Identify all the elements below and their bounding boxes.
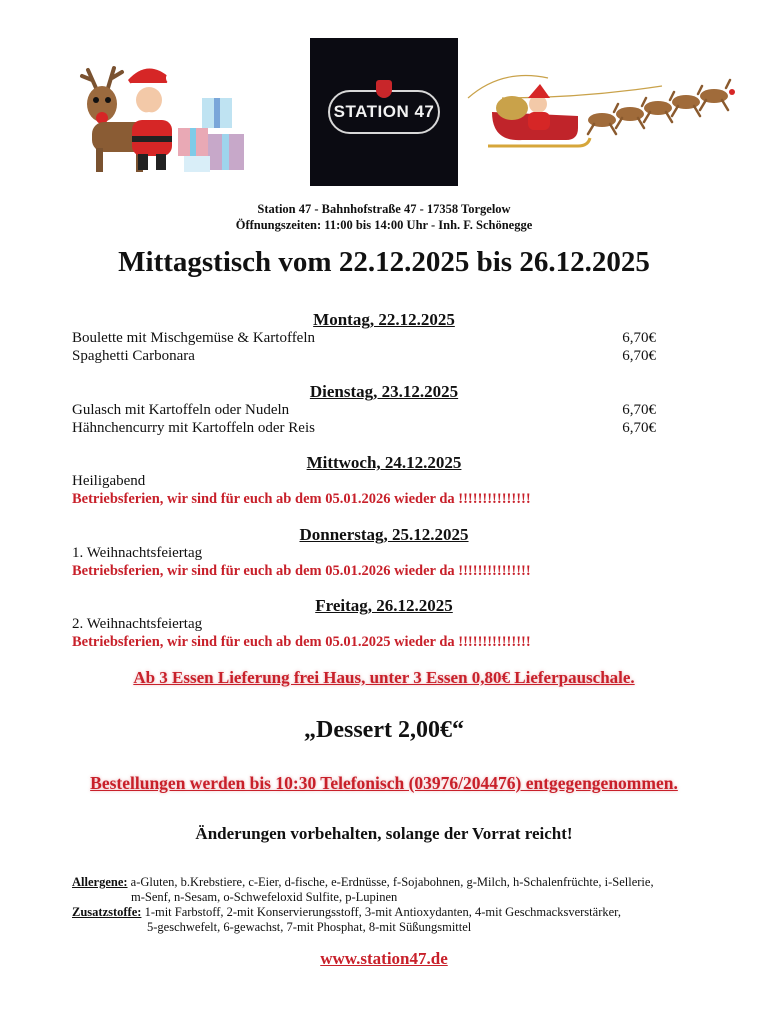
- santa-sleigh-illustration: [462, 68, 744, 150]
- allergens-line: [72, 875, 762, 890]
- page-title: Mittagstisch vom 22.12.2025 bis 26.12.2025: [118, 246, 650, 278]
- closed-notice: Betriebsferien, wir sind für euch ab dem 05.01.2026 wieder da !!!!!!!!!!!!!!!: [72, 563, 531, 579]
- website-link[interactable]: www.station47.de: [320, 949, 448, 968]
- station47-logo: [310, 38, 458, 186]
- additives-line: [72, 905, 762, 920]
- dish-price: 6,70€: [622, 420, 656, 436]
- website-wrap: [0, 949, 768, 969]
- day-note: 1. Weihnachtsfeiertag: [72, 545, 203, 561]
- menu-row: [72, 420, 656, 440]
- additives-text-2: 5-geschwefelt, 6-gewachst, 7-mit Phosphat, 8-mit Süßungsmittel: [147, 920, 472, 934]
- dish-price: 6,70€: [622, 348, 656, 364]
- day-note: 2. Weihnachtsfeiertag: [72, 616, 203, 632]
- dish-name: Hähnchencurry mit Kartoffeln oder Reis: [72, 420, 315, 436]
- dish-price: 6,70€: [622, 330, 656, 346]
- logo-badge-icon: [376, 80, 392, 98]
- additives-label: Zusatzstoffe:: [72, 905, 142, 919]
- day-heading-wednesday: Mittwoch, 24.12.2025: [306, 453, 462, 472]
- allergens-text: a-Gluten, b.Krebstiere, c-Eier, d-fische, e-Erdnüsse, f-Sojabohnen, g-Milch, h-Schalenfrüchte, i-Sellerie,: [127, 875, 654, 889]
- menu-row: [72, 330, 656, 350]
- menu-row: [72, 402, 656, 422]
- day-heading-monday: Montag, 22.12.2025: [313, 310, 455, 329]
- delivery-notice: Ab 3 Essen Lieferung frei Haus, unter 3 Essen 0,80€ Lieferpauschale.: [133, 668, 635, 687]
- day-note: Heiligabend: [72, 473, 146, 489]
- menu-row: [72, 348, 656, 368]
- logo-text: STATION 47: [333, 102, 435, 121]
- day-heading-friday: Freitag, 26.12.2025: [315, 596, 453, 615]
- dish-price: 6,70€: [622, 402, 656, 418]
- santa-reindeer-illustration: [78, 58, 250, 176]
- dish-name: Spaghetti Carbonara: [72, 348, 195, 364]
- dish-name: Boulette mit Mischgemüse & Kartoffeln: [72, 330, 316, 346]
- allergens-text-2: m-Senf, n-Sesam, o-Schwefeloxid Sulfite, p-Lupinen: [131, 890, 398, 904]
- day-heading-thursday: Donnerstag, 25.12.2025: [299, 525, 469, 544]
- address-line: Station 47 - Bahnhofstraße 47 - 17358 Torgelow: [257, 202, 511, 216]
- disclaimer: Änderungen vorbehalten, solange der Vorrat reicht!: [195, 824, 573, 843]
- day-heading-tuesday: Dienstag, 23.12.2025: [309, 382, 459, 401]
- closed-notice: Betriebsferien, wir sind für euch ab dem 05.01.2026 wieder da !!!!!!!!!!!!!!!: [72, 491, 531, 507]
- closed-notice: Betriebsferien, wir sind für euch ab dem 05.01.2025 wieder da !!!!!!!!!!!!!!!: [72, 634, 531, 650]
- dish-name: Gulasch mit Kartoffeln oder Nudeln: [72, 402, 290, 418]
- allergens-label: Allergene:: [72, 875, 128, 889]
- opening-hours: Öffnungszeiten: 11:00 bis 14:00 Uhr - Inh. F. Schönegge: [235, 218, 533, 232]
- dessert-price: „Dessert 2,00€“: [304, 717, 464, 743]
- order-notice: Bestellungen werden bis 10:30 Telefonisch (03976/204476) entgegengenommen.: [90, 773, 678, 793]
- additives-text: 1-mit Farbstoff, 2-mit Konservierungsstoff, 3-mit Antioxydanten, 4-mit Geschmacksverstärker,: [141, 905, 621, 919]
